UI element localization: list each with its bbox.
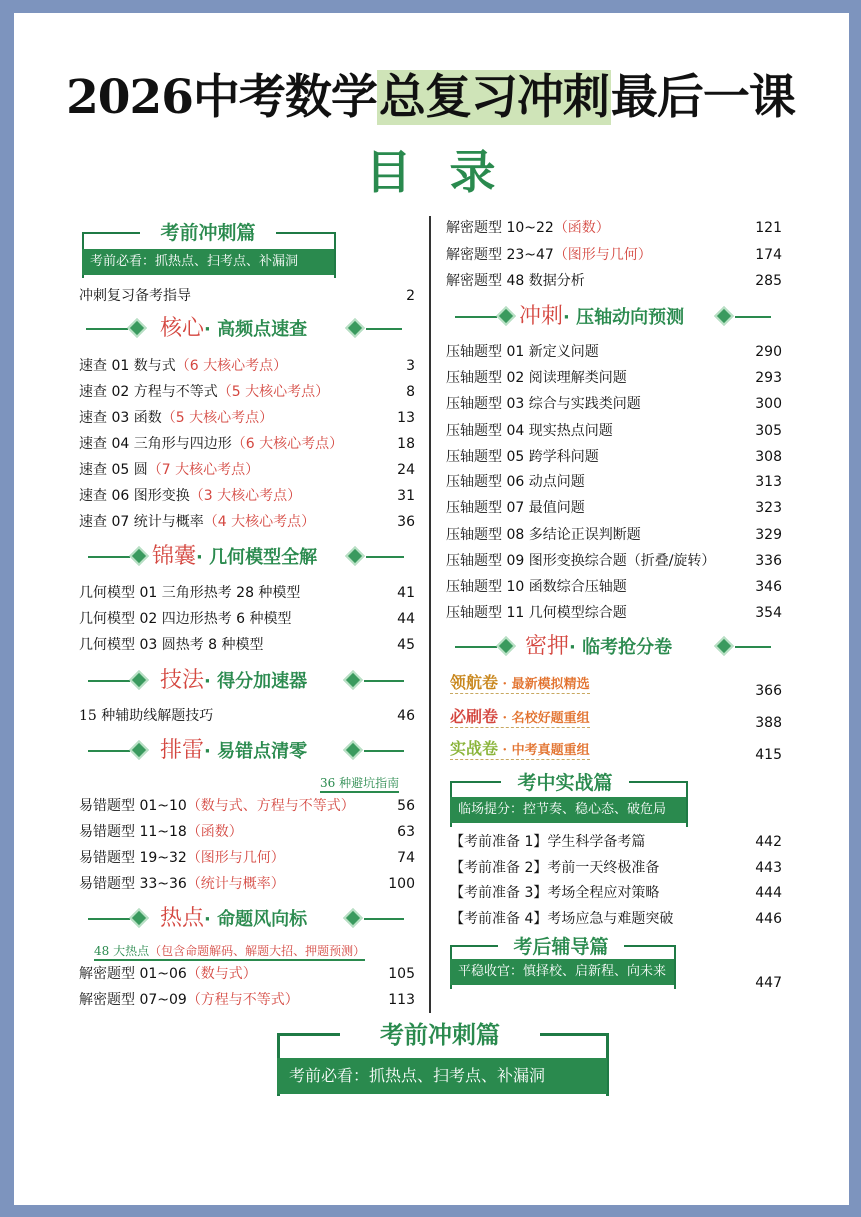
mine-entry[interactable]: 易错题型 11~18（函数） — [79, 824, 243, 840]
axis-page: 293 — [755, 370, 782, 386]
axis-entry[interactable]: 压轴题型 08 多结论正误判断题 — [446, 527, 641, 543]
axis-entry[interactable]: 压轴题型 09 图形变换综合题（折叠/旋转） — [446, 553, 716, 569]
exam-entry[interactable]: 必刷卷 · 名校好题重组 — [450, 704, 590, 728]
core-entry[interactable]: 速查 02 方程与不等式（5 大核心考点） — [79, 384, 330, 400]
section-mine-subtitle: · 易错点清零 — [204, 741, 308, 762]
axis-entry[interactable]: 压轴题型 10 函数综合压轴题 — [446, 579, 627, 595]
hot-note: 48 大热点（包含命题解码、解题大招、押题预测） — [94, 942, 365, 961]
axis-page: 329 — [755, 527, 782, 543]
mine-entry[interactable]: 易错题型 33~36（统计与概率） — [79, 876, 285, 892]
section-skill-subtitle: · 得分加速器 — [204, 671, 308, 692]
diamond-icon — [714, 306, 734, 326]
axis-page: 290 — [755, 344, 782, 360]
diamond-icon — [129, 546, 149, 566]
core-page: 8 — [406, 384, 415, 400]
prep-page: 443 — [755, 860, 782, 876]
diamond-icon — [343, 670, 363, 690]
section-axis-title: 冲刺 — [519, 304, 564, 329]
geo-entry[interactable]: 几何模型 03 圆热考 8 种模型 — [79, 637, 264, 653]
column-divider — [429, 216, 431, 1013]
core-page: 3 — [406, 358, 415, 374]
prep-page: 446 — [755, 911, 782, 927]
section-geo-title: 锦囊 — [152, 544, 197, 569]
mine-note: 36 种避坑指南 — [320, 774, 399, 793]
prep-entry[interactable]: 【考前准备 1】学生科学备考篇 — [450, 834, 646, 850]
axis-page: 313 — [755, 474, 782, 490]
section-hot-header — [88, 904, 404, 934]
exam-page: 415 — [755, 747, 782, 763]
axis-entry[interactable]: 压轴题型 02 阅读理解类问题 — [446, 370, 627, 386]
diamond-icon — [343, 740, 363, 760]
guide-page: 2 — [406, 288, 415, 304]
bottom-box-subtitle: 考前必看：抓热点、扫考点、补漏洞 — [277, 1058, 607, 1094]
diamond-icon — [343, 908, 363, 928]
geo-entry[interactable]: 几何模型 01 三角形热考 28 种模型 — [79, 585, 301, 601]
axis-entry[interactable]: 压轴题型 11 几何模型综合题 — [446, 605, 627, 621]
section-secret-header — [455, 632, 771, 662]
section-skill-header — [88, 666, 404, 696]
mine-page: 100 — [388, 876, 415, 892]
diamond-icon — [714, 636, 734, 656]
exam-entry[interactable]: 领航卷 · 最新模拟精选 — [450, 670, 590, 694]
hot-entry[interactable]: 解密题型 01~06（数与式） — [79, 966, 257, 982]
prep-entry[interactable]: 【考前准备 2】考前一天终极准备 — [450, 860, 660, 876]
section-secret-subtitle: · 临考抢分卷 — [569, 637, 673, 658]
section-mine-title: 排雷 — [160, 738, 205, 763]
section-core-title: 核心 — [160, 316, 205, 341]
mine-page: 63 — [397, 824, 415, 840]
mine-page: 56 — [397, 798, 415, 814]
intro-box-title: 考前冲刺篇 — [140, 218, 276, 244]
section-axis-subtitle: · 压轴动向预测 — [563, 307, 685, 328]
prep-page: 444 — [755, 885, 782, 901]
skill-page: 46 — [397, 708, 415, 724]
axis-entry[interactable]: 压轴题型 06 动点问题 — [446, 474, 585, 490]
section-axis-header — [455, 302, 771, 332]
core-page: 13 — [397, 410, 415, 426]
diamond-icon — [496, 636, 516, 656]
after-box-title: 考后辅导篇 — [498, 932, 624, 958]
section-core-header — [86, 314, 402, 344]
core-page: 31 — [397, 488, 415, 504]
core-entry[interactable]: 速查 04 三角形与四边形（6 大核心考点） — [79, 436, 344, 452]
axis-page: 300 — [755, 396, 782, 412]
section-hot-title: 热点 — [160, 906, 205, 931]
hot-page: 285 — [755, 273, 782, 289]
section-core-subtitle: · 高频点速查 — [204, 319, 308, 340]
section-skill-title: 技法 — [160, 668, 205, 693]
core-entry[interactable]: 速查 01 数与式（6 大核心考点） — [79, 358, 288, 374]
hot-entry[interactable]: 解密题型 07~09（方程与不等式） — [79, 992, 299, 1008]
hot-page: 113 — [388, 992, 415, 1008]
toc-heading: 目录 — [365, 145, 534, 199]
core-page: 36 — [397, 514, 415, 530]
axis-entry[interactable]: 压轴题型 01 新定义问题 — [446, 344, 599, 360]
geo-page: 45 — [397, 637, 415, 653]
after-box-subtitle: 平稳收官：慎择校、启新程、向未来 — [450, 959, 674, 985]
section-geo-header — [88, 542, 404, 572]
battle-box-subtitle: 临场提分：控节奏、稳心态、破危局 — [450, 797, 686, 823]
geo-page: 44 — [397, 611, 415, 627]
diamond-icon — [129, 908, 149, 928]
battle-box-title: 考中实战篇 — [501, 768, 629, 794]
hot-page: 174 — [755, 247, 782, 263]
diamond-icon — [127, 318, 147, 338]
after-page: 447 — [755, 975, 782, 991]
axis-page: 354 — [755, 605, 782, 621]
title-prefix: 2026中考数学 — [66, 70, 377, 125]
skill-entry[interactable]: 15 种辅助线解题技巧 — [79, 708, 214, 724]
mine-entry[interactable]: 易错题型 19~32（图形与几何） — [79, 850, 285, 866]
diamond-icon — [496, 306, 516, 326]
prep-page: 442 — [755, 834, 782, 850]
mine-page: 74 — [397, 850, 415, 866]
section-geo-subtitle: · 几何模型全解 — [196, 547, 318, 568]
core-entry[interactable]: 速查 07 统计与概率（4 大核心考点） — [79, 514, 316, 530]
axis-entry[interactable]: 压轴题型 04 现实热点问题 — [446, 423, 613, 439]
core-page: 18 — [397, 436, 415, 452]
geo-page: 41 — [397, 585, 415, 601]
section-secret-title: 密押 — [525, 634, 570, 659]
hot-entry[interactable]: 解密题型 10~22（函数） — [446, 220, 610, 236]
axis-page: 346 — [755, 579, 782, 595]
prep-entry[interactable]: 【考前准备 4】考场应急与难题突破 — [450, 911, 674, 927]
title-suffix: 最后一课 — [610, 70, 795, 125]
core-entry[interactable]: 速查 06 图形变换（3 大核心考点） — [79, 488, 302, 504]
axis-entry[interactable]: 压轴题型 03 综合与实践类问题 — [446, 396, 641, 412]
main-title — [0, 60, 861, 127]
exam-page: 366 — [755, 683, 782, 699]
core-page: 24 — [397, 462, 415, 478]
prep-entry[interactable]: 【考前准备 3】考场全程应对策略 — [450, 885, 660, 901]
hot-page: 105 — [388, 966, 415, 982]
title-highlight: 总复习冲刺 — [378, 70, 609, 125]
axis-page: 336 — [755, 553, 782, 569]
bottom-box-title: 考前冲刺篇 — [340, 1018, 540, 1052]
diamond-icon — [129, 740, 149, 760]
intro-box-subtitle: 考前必看：抓热点、扫考点、补漏洞 — [82, 249, 334, 275]
core-entry[interactable]: 速查 03 函数（5 大核心考点） — [79, 410, 274, 426]
section-mine-header — [88, 736, 404, 766]
axis-page: 308 — [755, 449, 782, 465]
diamond-icon — [345, 318, 365, 338]
hot-page: 121 — [755, 220, 782, 236]
hot-entry[interactable]: 解密题型 48 数据分析 — [446, 273, 585, 289]
diamond-icon — [345, 546, 365, 566]
section-hot-subtitle: · 命题风向标 — [204, 909, 308, 930]
axis-entry[interactable]: 压轴题型 07 最值问题 — [446, 500, 585, 516]
geo-entry[interactable]: 几何模型 02 四边形热考 6 种模型 — [79, 611, 292, 627]
guide-entry[interactable]: 冲刺复习备考指导 — [79, 288, 191, 304]
axis-page: 305 — [755, 423, 782, 439]
core-entry[interactable]: 速查 05 圆（7 大核心考点） — [79, 462, 260, 478]
hot-entry[interactable]: 解密题型 23~47（图形与几何） — [446, 247, 652, 263]
diamond-icon — [129, 670, 149, 690]
axis-entry[interactable]: 压轴题型 05 跨学科问题 — [446, 449, 599, 465]
axis-page: 323 — [755, 500, 782, 516]
mine-entry[interactable]: 易错题型 01~10（数与式、方程与不等式） — [79, 798, 355, 814]
exam-entry[interactable]: 实战卷 · 中考真题重组 — [450, 736, 590, 760]
exam-page: 388 — [755, 715, 782, 731]
